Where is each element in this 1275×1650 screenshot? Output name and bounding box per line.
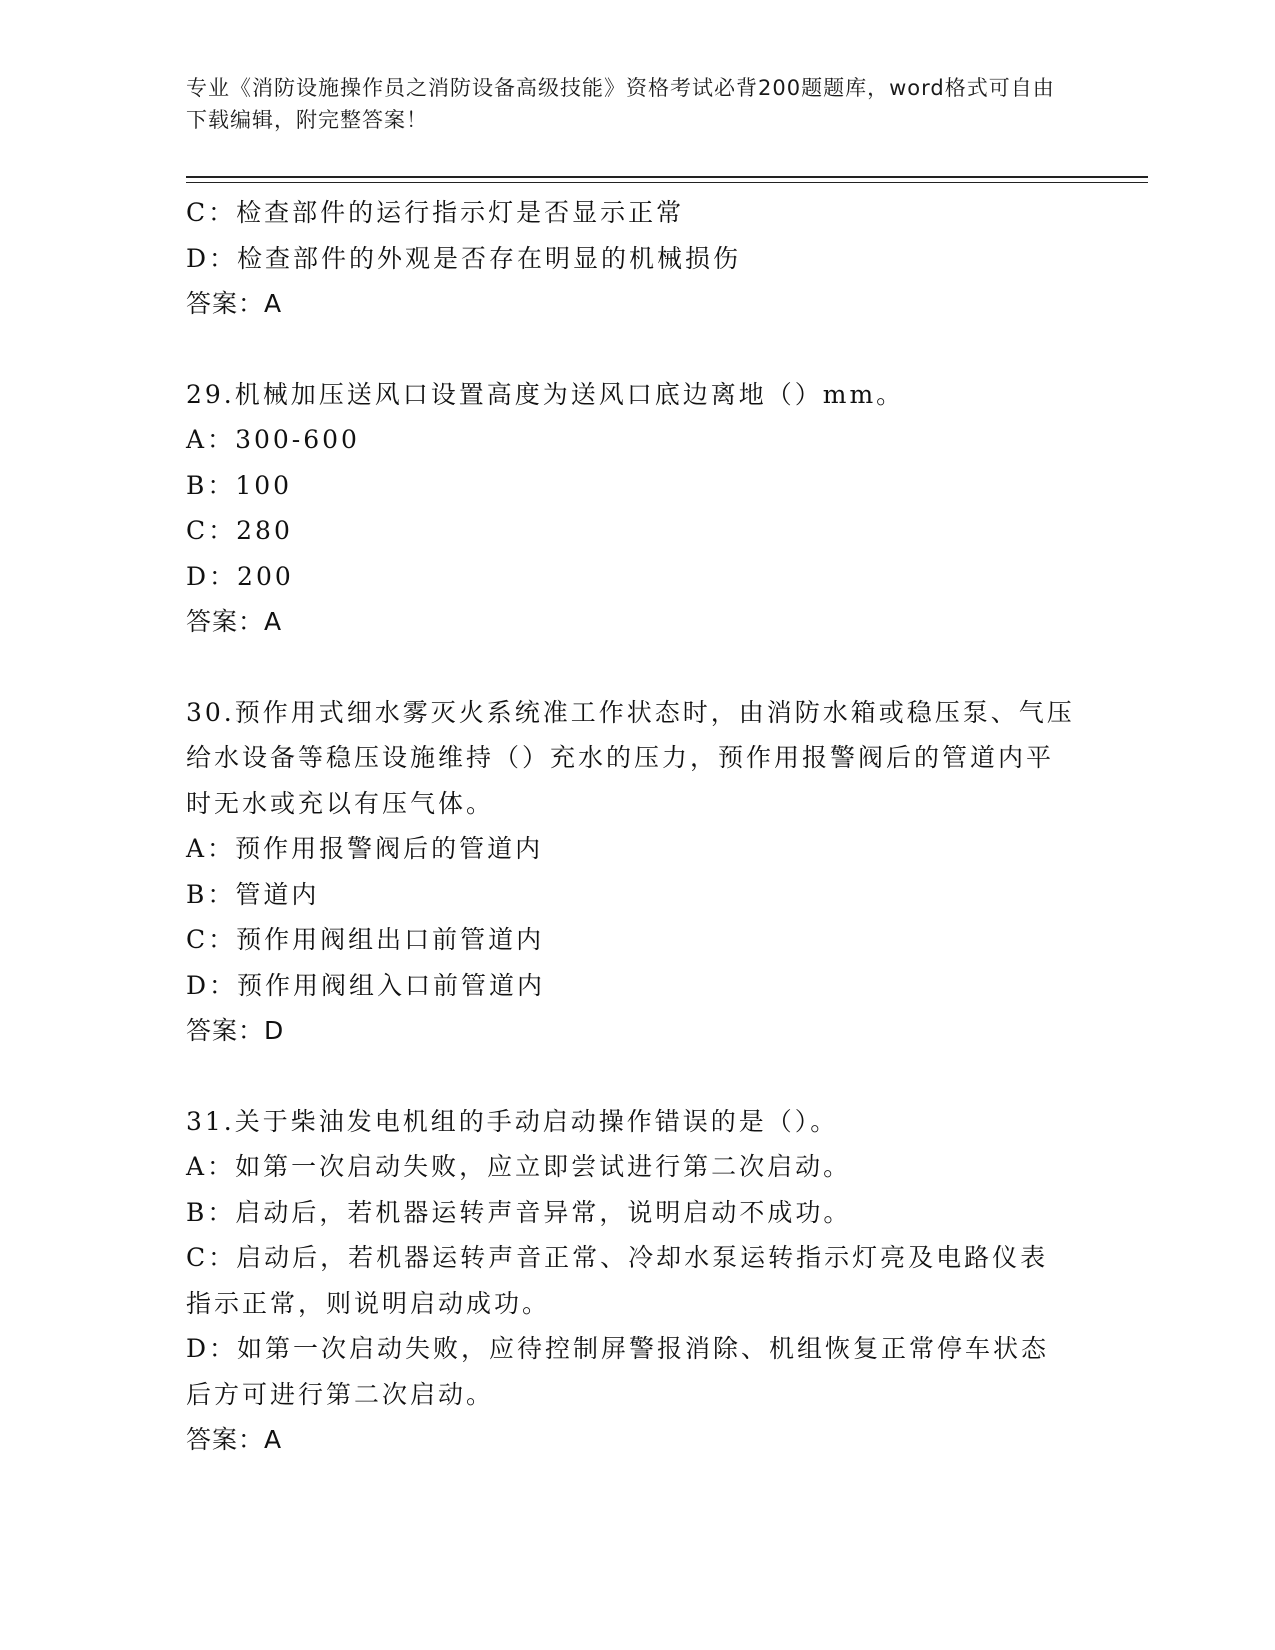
option-d: D：如第一次启动失败，应待控制屏警报消除、机组恢复正常停车状态后方可进行第二次启动。 bbox=[186, 1334, 1050, 1409]
option-d: D：检查部件的外观是否存在明显的机械损伤 bbox=[186, 243, 742, 273]
question-31 bbox=[186, 1099, 1076, 1463]
question-30 bbox=[186, 690, 1076, 1054]
question-list bbox=[186, 190, 1076, 1463]
answer: 答案：D bbox=[186, 1016, 285, 1045]
option-b: B：启动后，若机器运转声音异常，说明启动不成功。 bbox=[186, 1197, 852, 1227]
answer: 答案：A bbox=[186, 607, 283, 636]
option-c: C：预作用阀组出口前管道内 bbox=[186, 925, 545, 954]
header-divider-thick bbox=[186, 176, 1148, 178]
option-c: C：启动后，若机器运转声音正常、冷却水泵运转指示灯亮及电路仪表指示正常，则说明启动成功。 bbox=[186, 1243, 1049, 1318]
option-a: A：预作用报警阀后的管道内 bbox=[186, 834, 544, 863]
document-header bbox=[186, 72, 1066, 136]
question-stem: 31.关于柴油发电机组的手动启动操作错误的是（）。 bbox=[186, 1106, 839, 1136]
answer: 答案：A bbox=[186, 289, 283, 318]
question-29 bbox=[186, 372, 1076, 645]
option-a: A：300-600 bbox=[186, 425, 360, 454]
option-a: A：如第一次启动失败，应立即尝试进行第二次启动。 bbox=[186, 1152, 852, 1181]
option-d: D：预作用阀组入口前管道内 bbox=[186, 970, 546, 1000]
question-28-tail bbox=[186, 190, 1076, 327]
answer: 答案：A bbox=[186, 1425, 283, 1454]
option-d: D：200 bbox=[186, 561, 294, 591]
question-stem: 29.机械加压送风口设置高度为送风口底边离地（）mm。 bbox=[186, 379, 905, 409]
question-stem: 30.预作用式细水雾灭火系统准工作状态时，由消防水箱或稳压泵、气压给水设备等稳压设施维持（）充水的压力，预作用报警阀后的管道内平时无水或充以有压气体。 bbox=[186, 697, 1075, 818]
option-b: B：管道内 bbox=[186, 879, 320, 909]
header-divider-thin bbox=[186, 182, 1148, 183]
option-c: C：检查部件的运行指示灯是否显示正常 bbox=[186, 198, 685, 227]
option-c: C：280 bbox=[186, 516, 293, 545]
option-b: B：100 bbox=[186, 470, 293, 500]
header-text: 专业《消防设施操作员之消防设备高级技能》资格考试必背200题题库，word格式可自由下载编辑，附完整答案！ bbox=[186, 76, 1055, 132]
